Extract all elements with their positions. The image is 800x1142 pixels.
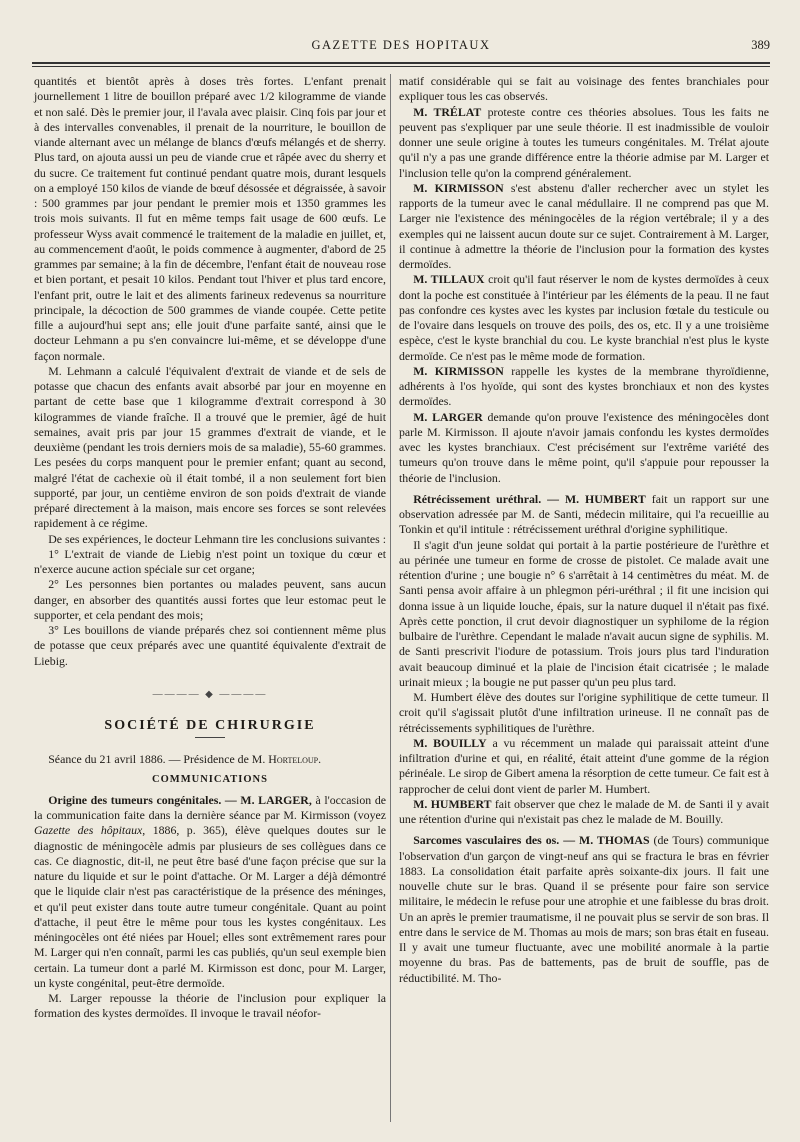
section-title: SOCIÉTÉ DE CHIRURGIE	[104, 718, 316, 733]
paragraph: matif considérable qui se fait au voisinage des fentes branchiales pour expliquer tous les cas observés.	[399, 74, 769, 104]
president-name: Horteloup.	[268, 752, 322, 767]
paragraph: Il s'agit d'un jeune soldat qui portait à la partie postérieure de l'urèthre et au périnée une tumeur en forme de crosse de pistolet. Ce malade avait une rétention d'urine ; une bougie n° 6 s'arrêtait à 14 centimètres du méat. M. de Santi pensa avoir affaire à un phlegmon péri-uréthral ; il fit une incision qui donna issue à un liquide louche, épais, sur la nature duquel il n'était pas fixé. Après cette ponction, il crut devoir diagnostiquer un syphilome de la région bulbaire de l'urèthre. Cependant le malade n'avait aucun signe de syphilis. M. de Santi prescrivit l'iodure de potassium. Trois jours plus tard l'induration avait beaucoup diminué et la plaie de l'incision était cicatrisée ; le malade urinait mieux ; la bougie ne put passer qu'un peu plus tard.	[399, 537, 769, 689]
paragraph-text: a vu récemment un malade qui paraissait atteint d'une infiltration d'urine et qui, en réalité, était atteint d'une gomme de la région périnéale. Le sirop de Gibert amena la résorption de cette tumeur. Ce fait est à rapprocher de celui dont vient de parler M. Humbert.	[399, 735, 769, 796]
paragraph-text: , 1886, p. 365), élève quelques doutes sur le diagnostic de méningocèle admis par plusieurs de ses collègues dans ce cas. Ce diagnostic, dit-il, ne peut être basé d'une façon précise que sur la nature du liquide et sur le point d'attache. Or M. Larger a déjà démontré que le liquide clair n'est pas caractéristique de la présence des méninges, et qu'il peut exister dans toute autre tumeur congénitale. Quant au point d'attache, il peut être le même pour tous les kystes congénitaux. Les méningocèles ont été niées par Houel; elles sont extrêmement rares pour M. Larger qui n'en connaît, parmi les cas publiés, qu'un seul exemple bien certain. La tumeur dont a parlé M. Kirmisson est donc, pour M. Larger, un kyste congénital, peut-être dermoïde.	[34, 823, 386, 990]
paragraph-text: rappelle les kystes de la membrane thyroïdienne, adhérents à l'os hyoïde, qui sont des kystes bronchiaux et non des kystes dermoïdes.	[399, 363, 770, 409]
journal-title: GAZETTE DES HOPITAUX	[311, 38, 491, 52]
speaker-name: M. HUMBERT	[413, 796, 492, 811]
paragraph: quantités et bientôt après à doses très fortes. L'enfant prenait journellement 1 litre de bouillon préparé avec 1/2 kilogramme de viande et non salé. Dès le premier jour, il l'avala avec plaisir. Cinq fois par jour et à des intervalles convenables, il prenait de la nourriture, le bouillon de viande alternant avec un mélange de blancs d'œufs mélangés et de sherry. Plus tard, on ajouta aussi un peu de viande crue et râpée avec du sherry et du sucre. Ce traitement fut continué pendant quatre mois, durant lesquels on a employé 150 kilos de viande de bœuf désossée et dégraissée, à savoir : 500 grammes par jour pendant le premier mois et 1350 grammes les trois mois suivants. Il fut en même temps fait usage de 600 œufs. Le professeur Wyss avait commencé le traitement de la maladie en juillet, et, au commencement d'août, le poids commence à augmenter, d'abord de 25 grammes par semaine; à la fin de décembre, l'enfant était de nouveau rose et bien portant, et pesait 10 kilos. Pendant tout l'hiver et plus tard encore, l'enfant prit, outre le lait et des aliments farineux redevenus sa nourriture principale, la décoction de 500 grammes de viande coupée. Cette petite fille a aujourd'hui sept ans; elle jouit d'une parfaite santé, ainsi que le docteur Lehmann a pu s'en convaincre lui-même, et se développe d'une façon normale.	[34, 74, 386, 363]
page-header	[32, 38, 770, 58]
paragraph	[399, 272, 769, 364]
right-column	[399, 74, 769, 986]
header-rule-thin	[32, 66, 770, 67]
paragraph	[399, 736, 769, 797]
paragraph	[399, 797, 769, 828]
paragraph: M. Lehmann a calculé l'équivalent d'extrait de viande et de sels de potasse que chacun des enfants avait absorbé par jour en moyenne en partant de cette base que 1 kilogramme d'extrait correspond à 30 kilogrammes de viande fraîche. Il a trouvé que le premier, âgé de huit semaines, avait pris par jour 15 grammes d'extrait de viande, et le deuxième (pendant les trois derniers mois de sa maladie), 55-60 grammes. Les pesées du corps manquent pour le premier enfant; quant au second, malgré l'état de cachexie où il était tombé, il a non seulement fort bien supporté, par jour, un centième environ de son poids d'extrait de viande préparé directement à la maison, mais encore ses forces se sont relevées rapidement à ce régime.	[34, 363, 386, 531]
section-rule	[195, 737, 225, 738]
header-rule-thick	[32, 62, 770, 64]
paragraph-text: proteste contre ces théories absolues. Tous les faits ne peuvent pas s'expliquer par une seule théorie. Il est inadmissible de vouloir donner une seule origine à toutes les tumeurs congénitales. M. Trélat ajoute qu'il n'y a pas une grande différence entre la théorie admise par M. Larger et l'inclusion telle qu'on la comprend généralement.	[399, 104, 769, 180]
paragraph: M. Larger repousse la théorie de l'inclusion pour expliquer la formation des kystes dermoïdes. Il invoque le travail néofor-	[34, 991, 386, 1021]
speaker-name: M. LARGER	[413, 409, 483, 424]
paragraph-text: (de Tours) communique l'observation d'un garçon de vingt-neuf ans qui se fractura le bras en février 1883. La consolidation était parfaite après soixante-dix jours. Il fait une nouvelle chute sur le bras. Quand il se présente pour faire son service militaire, le médecin le refuse pour une atrophie et une faiblesse du bras droit. Un an après le premier traumatisme, il ne pouvait plus se servir de son bras. Il entre dans le service de M. Thomas au mois de mars; son bras était en fuseau. Il y avait une tumeur fluctuante, avec une mobilité anormale à la partie moyenne du bras. Pas de battements, pas de bruit de souffle, pas de réductibilité. M. Tho-	[399, 833, 769, 985]
article-title: Rétrécissement uréthral.	[413, 491, 542, 506]
communications-heading: COMMUNICATIONS	[152, 773, 268, 785]
article-title: Origine des tumeurs congénitales.	[48, 792, 222, 807]
paragraph	[399, 364, 769, 410]
speaker-name: M. TILLAUX	[413, 272, 485, 287]
paragraph-text: croit qu'il faut réserver le nom de kystes dermoïdes à ceux dont la poche est constituée à l'intérieur par les éléments de la peau. Il ne faut pas confondre ces kystes avec les kystes par inclusion fœtale du testicule ou de l'ovaire dans lesquels on trouve des poils, des os, etc. Il y a une troisième espèce, c'est le kyste branchial du cou. Le kyste branchial n'est plus le kyste dermoïde. Ce n'est pas le même mode de formation.	[399, 272, 769, 363]
reference: Gazette des hôpitaux	[34, 823, 143, 838]
paragraph	[399, 105, 769, 181]
speaker-name: — M. THOMAS	[559, 833, 650, 848]
paragraph: 2° Les personnes bien portantes ou malades peuvent, sans aucun danger, en absorber des quantités aussi fortes que leur estomac peut le supporter, et cela pendant des mois;	[34, 577, 386, 622]
paragraph-text: s'est abstenu d'aller rechercher avec un stylet les rapports de la tumeur avec le canal médullaire. Il ne comprend pas que M. Larger nie l'existence des méningocèles de la région vertébrale; il y a des exemples qui ne laissent aucun doute sur ce sujet. Contrairement à M. Larger, il continue à admettre la théorie de l'inclusion pour la formation des kystes dermoïdes.	[399, 180, 769, 271]
page-number: 389	[751, 38, 770, 52]
speaker-name: — M. LARGER,	[221, 792, 312, 807]
speaker-name: M. KIRMISSON	[413, 180, 504, 195]
paragraph	[399, 833, 769, 986]
seance-text: Séance du 21 avril 1886. — Présidence de M.	[48, 752, 269, 767]
speaker-name: M. BOUILLY	[413, 735, 487, 750]
speaker-name: M. KIRMISSON	[413, 363, 504, 378]
paragraph-text: fait un rapport sur une observation adressée par M. de Santi, médecin militaire, qui l'a recueillie au Tonkin et qu'il intitule : rétrécissement uréthral d'origine syphilitique.	[399, 491, 770, 537]
paragraph: 1° L'extrait de viande de Liebig n'est point un toxique du cœur et n'exerce aucune action spéciale sur cet organe;	[34, 546, 386, 576]
seance-line	[34, 752, 386, 767]
paragraph: De ses expériences, le docteur Lehmann tire les conclusions suivantes :	[48, 531, 386, 546]
paragraph	[399, 492, 769, 538]
article-title: Sarcomes vasculaires des os.	[413, 833, 560, 848]
ornament-divider: ———— ◆ ————	[152, 688, 268, 700]
speaker-name: — M. HUMBERT	[541, 491, 646, 506]
paragraph	[34, 793, 386, 991]
speaker-name: M. TRÉLAT	[413, 104, 482, 119]
paragraph	[399, 410, 769, 486]
paragraph-text: fait observer que chez le malade de M. de Santi il y avait une rétention d'urine qui n'existait pas chez le malade de M. Bouilly.	[399, 796, 769, 826]
paragraph-text: demande qu'on prouve l'existence des méningocèles dont parle M. Kirmisson. Il ajoute n'avoir jamais confondu les kystes dermoïdes avec les kystes branchiaux. C'est précisément sur l'extrême variété des tumeurs qu'on trouve dans le même point, qu'il s'appuie pour repousser la théorie de l'inclusion.	[399, 409, 769, 485]
paragraph	[399, 181, 769, 273]
paragraph-text: à l'occasion de la communication faite dans la dernière séance par M. Kirmisson (voyez	[34, 792, 386, 822]
paragraph: 3° Les bouillons de viande préparés chez soi contiennent même plus de potasse que ceux préparés avec une quantité équivalente d'extrait de Liebig.	[34, 623, 386, 668]
left-column	[34, 74, 386, 1022]
paragraph: M. Humbert élève des doutes sur l'origine syphilitique de cette tumeur. Il croit qu'il s'agissait plutôt d'une infiltration urineuse. Il ne connaît pas de rétrécissements syphilitiques de l'urèthre.	[399, 690, 769, 735]
column-divider	[390, 74, 391, 1122]
